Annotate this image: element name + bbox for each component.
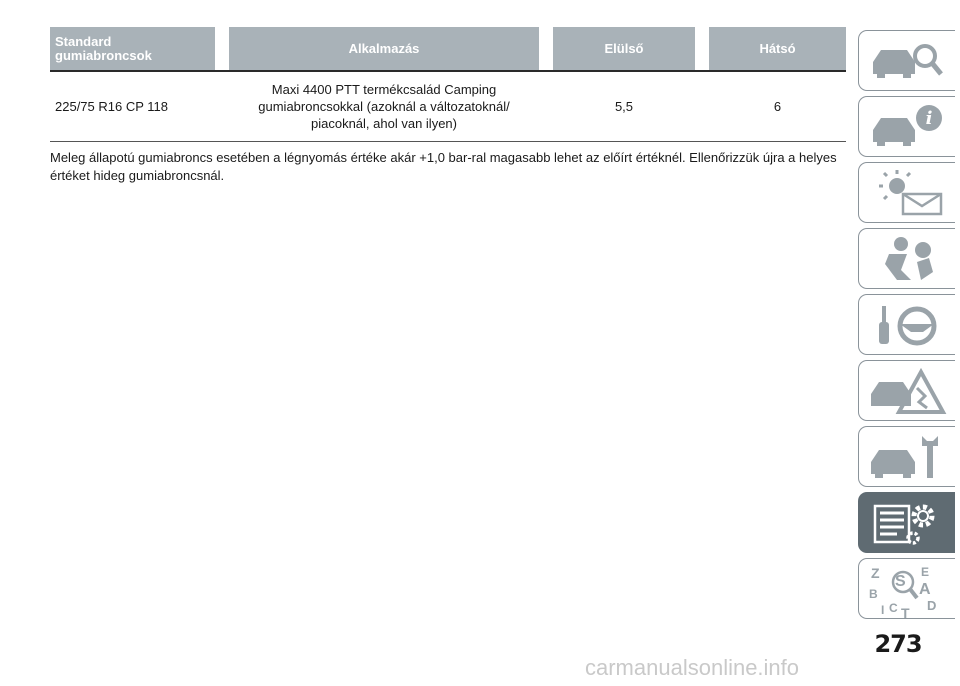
tire-pressure-table [50, 27, 846, 142]
index-letter: E [921, 565, 930, 579]
index-letter: T [901, 605, 910, 619]
cell-front-pressure: 5,5 [614, 99, 634, 114]
tab-list-gear[interactable] [858, 492, 955, 553]
header-standard-tires [50, 27, 215, 70]
car-info-icon [867, 102, 947, 152]
header-rear: Hátsó [709, 27, 846, 70]
tab-car-warning[interactable] [858, 360, 955, 421]
header-front: Elülső [553, 27, 695, 70]
index-letter: A [919, 581, 931, 598]
list-gear-icon [867, 498, 947, 548]
table-header [50, 27, 846, 70]
tab-car-info[interactable] [858, 96, 955, 157]
tab-car-search[interactable] [858, 30, 955, 91]
svg-text:i: i [925, 108, 933, 129]
light-mail-icon [867, 168, 947, 218]
car-warning-icon [867, 366, 947, 416]
row-rule [50, 141, 846, 142]
table-row [50, 72, 846, 141]
tab-car-wrench[interactable] [858, 426, 955, 487]
index-letter: B [869, 587, 878, 601]
index-letter: I [881, 603, 885, 617]
header-application: Alkalmazás [229, 27, 539, 70]
seat-airbag-icon [867, 234, 947, 284]
page-number: 273 [874, 630, 922, 658]
cell-tire-size: 225/75 R16 CP 118 [55, 99, 168, 114]
header-standard-tires-text: Standard gumiabroncsok [55, 33, 152, 63]
index-letter: Z [871, 565, 880, 581]
alphabet-index-icon [867, 564, 947, 619]
car-wrench-icon [867, 432, 947, 482]
tab-seat-airbag[interactable] [858, 228, 955, 289]
warm-tire-note: Meleg állapotú gumiabroncs esetében a légnyomás értéke akár +1,0 bar-ral magasabb lehet az előírt értéknél. Ellenőrizzük újra a helyes értéket hideg gumiabroncsnál. [50, 150, 837, 183]
index-letter: C [889, 601, 898, 615]
index-letter: D [927, 598, 937, 613]
tab-key-steering[interactable] [858, 294, 955, 355]
car-search-icon [867, 36, 947, 86]
cell-application: Maxi 4400 PTT termékcsalád Camping gumiabroncsokkal (azoknál a változatoknál/ piacoknál, ahol van ilyen) [258, 82, 510, 131]
tab-alphabet-index[interactable] [858, 558, 955, 619]
cell-rear-pressure: 6 [773, 99, 782, 114]
index-letter: S [895, 573, 906, 590]
tab-light-mail[interactable] [858, 162, 955, 223]
watermark-text: carmanualsonline.info [585, 655, 800, 680]
key-steering-icon [867, 300, 947, 350]
